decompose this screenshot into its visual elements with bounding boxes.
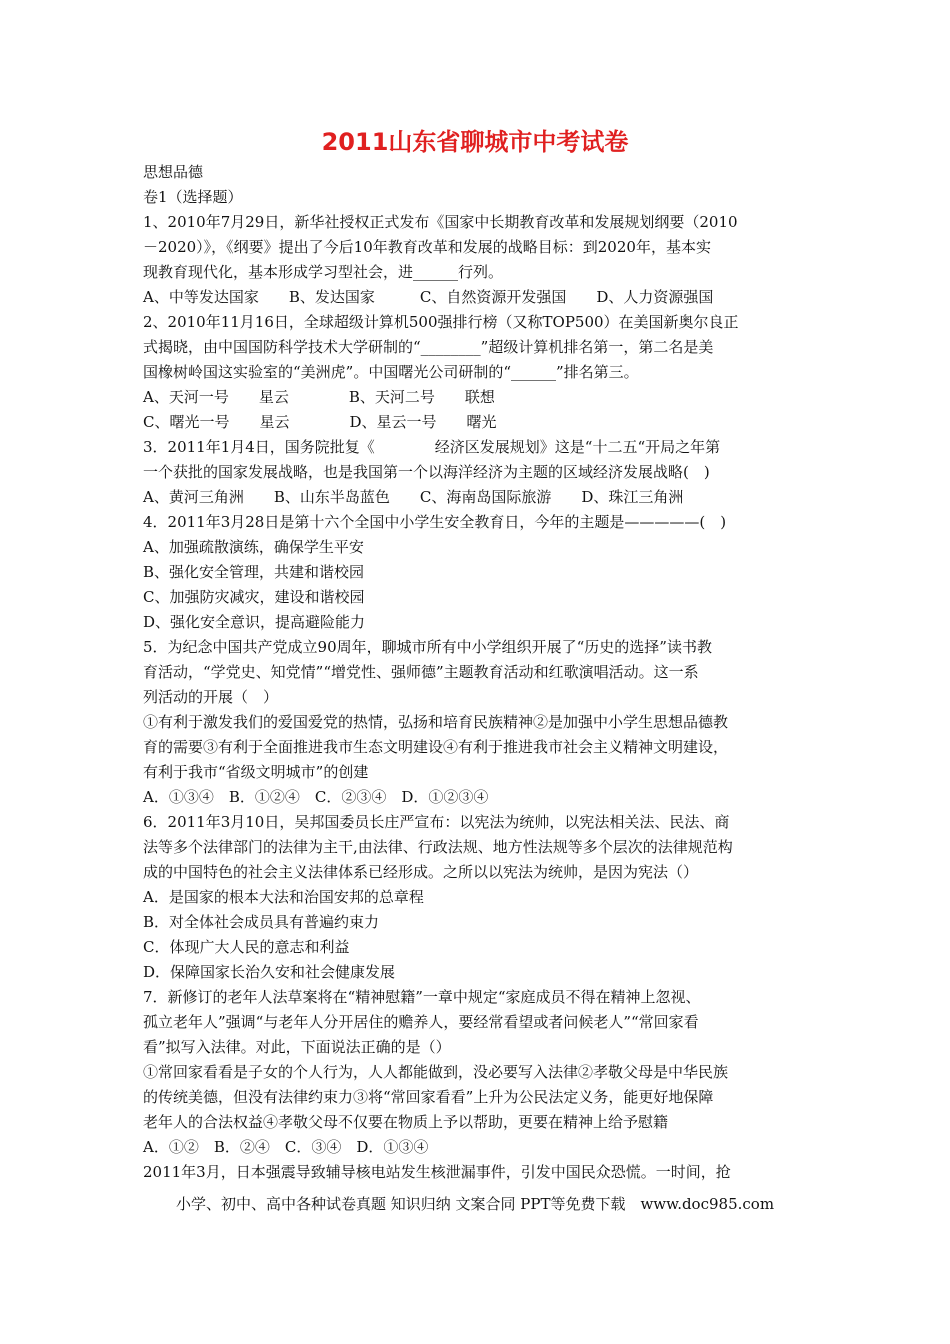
text-line: 思想品德 <box>143 163 204 181</box>
text-line: 5．为纪念中国共产党成立90周年，聊城市所有中小学组织开展了“历史的选择”读书教 <box>143 638 712 656</box>
text-line: C、曙光一号 星云 D、星云一号 曙光 <box>143 413 497 431</box>
text-line: 3．2011年1月4日，国务院批复《 经济区发展规划》这是“十二五“开局之年第 <box>143 438 721 456</box>
text-line: A．①② B．②④ C．③④ D．①③④ <box>143 1138 429 1156</box>
page-footer: 小学、初中、高中各种试卷真题 知识归纳 文案合同 PPT等免费下载 www.doc985.com <box>175 1195 775 1213</box>
text-line: 卷1（选择题） <box>143 188 243 206</box>
text-line: 式揭晓，由中国国防科学技术大学研制的“________”超级计算机排名第一，第二名是美 <box>143 338 714 356</box>
text-line: 2、2010年11月16日，全球超级计算机500强排行榜（又称TOP500）在美国新奥尔良正 <box>143 313 739 331</box>
text-line: 7．新修订的老年人法草案将在“精神慰籍”一章中规定“家庭成员不得在精神上忽视、 <box>143 988 701 1006</box>
text-line: 孤立老年人”强调“与老年人分开居住的赡养人，要经常看望或者问候老人”“常回家看 <box>143 1013 699 1031</box>
text-line: 列活动的开展（ ） <box>143 688 279 706</box>
text-line: A．①③④ B．①②④ C．②③④ D．①②③④ <box>143 788 489 806</box>
text-line: 老年人的合法权益④孝敬父母不仅要在物质上予以帮助，更要在精神上给予慰籍 <box>143 1113 669 1131</box>
text-line: 2011年3月，日本强震导致辅导核电站发生核泄漏事件，引发中国民众恐慌。一时间，抢 <box>143 1163 731 1181</box>
text-line: C、加强防灾减灾，建设和谐校园 <box>143 588 365 606</box>
text-line: ①有利于激发我们的爱国爱党的热情，弘扬和培育民族精神②是加强中小学生思想品德教 <box>143 713 729 731</box>
text-line: A、中等发达国家 B、发达国家 C、自然资源开发强国 D、人力资源强国 <box>143 288 714 306</box>
text-line: ①常回家看看是子女的个人行为，人人都能做到，没必要写入法律②孝敬父母是中华民族 <box>143 1063 729 1081</box>
text-line: 法等多个法律部门的法律为主干,由法律、行政法规、地方性法规等多个层次的法律规范构 <box>143 838 733 856</box>
text-line: 育活动，“学党史、知党情”“增党性、强师德”主题教育活动和红歌演唱活动。这一系 <box>143 663 699 681</box>
text-line: 看”拟写入法律。对此，下面说法正确的是（） <box>143 1038 451 1056</box>
text-line: A、黄河三角洲 B、山东半岛蓝色 C、海南岛国际旅游 D、珠江三角洲 <box>143 488 684 506</box>
text-line: D．保障国家长治久安和社会健康发展 <box>143 963 396 981</box>
text-line: A、加强疏散演练，确保学生平安 <box>143 538 364 556</box>
text-line: 育的需要③有利于全面推进我市生态文明建设④有利于推进我市社会主义精神文明建设， <box>143 738 729 756</box>
text-line: B、强化安全管理，共建和谐校园 <box>143 563 365 581</box>
text-line: 成的中国特色的社会主义法律体系已经形成。之所以以宪法为统帅，是因为宪法（） <box>143 863 699 881</box>
text-line: 现教育现代化，基本形成学习型社会，进______行列。 <box>143 263 504 281</box>
text-line: 国橡树岭国这实验室的“美洲虎”。中国曙光公司研制的“______”排名第三。 <box>143 363 639 381</box>
text-line: A．是国家的根本大法和治国安邦的总章程 <box>143 888 424 906</box>
text-line: 的传统美德，但没有法律约束力③将“常回家看看”上升为公民法定义务，能更好地保障 <box>143 1088 714 1106</box>
text-line: D、强化安全意识，提高避险能力 <box>143 613 366 631</box>
text-line: 6．2011年3月10日，吴邦国委员长庄严宣布：以宪法为统帅，以宪法相关法、民法、商 <box>143 813 730 831</box>
text-line: B．对全体社会成员具有普遍约束力 <box>143 913 380 931</box>
text-line: C．体现广大人民的意志和利益 <box>143 938 350 956</box>
text-line: 4．2011年3月28日是第十六个全国中小学生安全教育日，今年的主题是—————( ) <box>143 513 727 531</box>
text-line: A、天河一号 星云 B、天河二号 联想 <box>143 388 495 406</box>
text-line: －2020）》，《纲要》提出了今后10年教育改革和发展的战略目标：到2020年，基本实 <box>143 238 711 256</box>
document-body <box>143 160 823 1185</box>
page-title: 2011山东省聊城市中考试卷 <box>321 128 629 156</box>
text-line: 1、2010年7月29日，新华社授权正式发布《国家中长期教育改革和发展规划纲要（2010 <box>143 213 738 231</box>
text-line: 有利于我市“省级文明城市”的创建 <box>143 763 369 781</box>
text-line: 一个获批的国家发展战略，也是我国第一个以海洋经济为主题的区域经济发展战略( ) <box>143 463 710 481</box>
